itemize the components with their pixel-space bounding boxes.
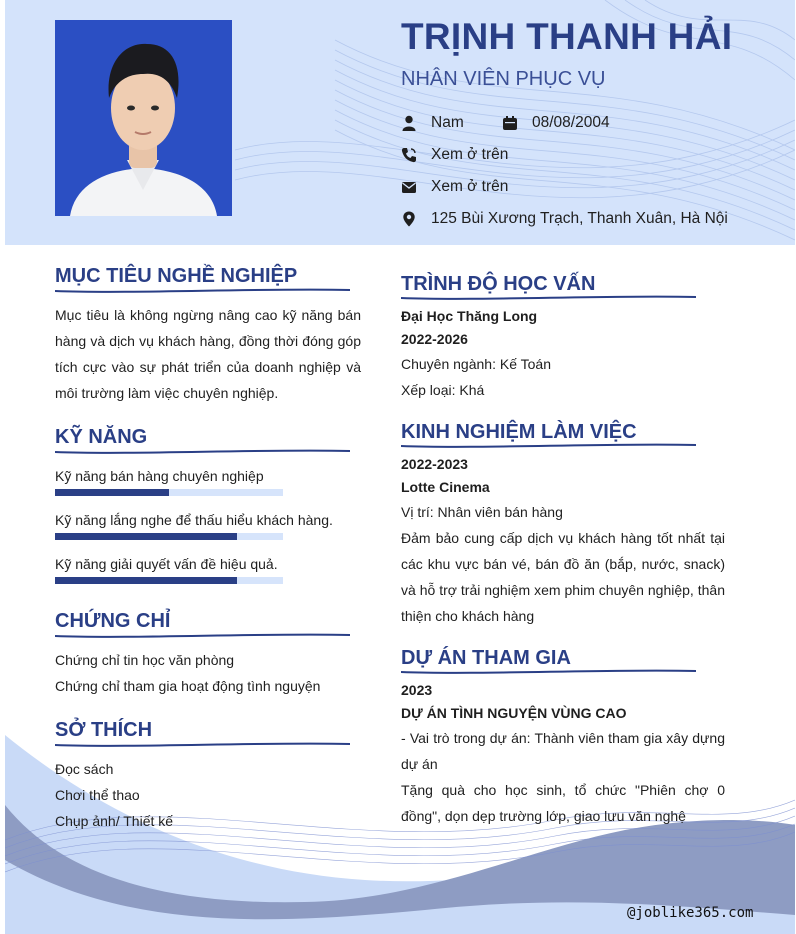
experience-title: KINH NGHIỆM LÀM VIỆC bbox=[401, 421, 637, 443]
candidate-name: TRỊNH THANH HẢI bbox=[401, 16, 733, 57]
education-title: TRÌNH ĐỘ HỌC VẤN bbox=[401, 273, 596, 295]
phone-value: Xem ở trên bbox=[431, 146, 509, 163]
watermark-text: @joblike365.com bbox=[627, 905, 754, 921]
address-row bbox=[401, 207, 728, 231]
experience-underline bbox=[401, 443, 696, 449]
experience-description: Đảm bảo cung cấp dịch vụ khách hàng tốt nhất tại các khu vực bán vé, bán đồ ăn (bắp, nước, snack) và hỗ trợ trải nghiệm xem phim chuyên nghiệp, thân thiện cho khách hàng bbox=[401, 530, 725, 624]
skills-title: KỸ NĂNG bbox=[55, 426, 148, 448]
education-underline bbox=[401, 295, 696, 301]
user-icon bbox=[401, 115, 417, 131]
address-value: 125 Bùi Xương Trạch, Thanh Xuân, Hà Nội bbox=[431, 210, 728, 227]
education-school: Đại Học Thăng Long bbox=[401, 308, 538, 324]
objective-title: MỤC TIÊU NGHỀ NGHIỆP bbox=[55, 265, 298, 287]
education-grade: Xếp loại: Khá bbox=[401, 382, 485, 398]
hobby-item: Chơi thể thao bbox=[55, 787, 140, 803]
skill-bar-fill bbox=[55, 489, 169, 496]
cv-page bbox=[5, 0, 795, 934]
job-title: NHÂN VIÊN PHỤC VỤ bbox=[401, 68, 606, 90]
certificates-underline bbox=[55, 633, 350, 639]
calendar-icon bbox=[502, 115, 518, 131]
experience-company: Lotte Cinema bbox=[401, 479, 490, 495]
project-description: Tặng quà cho học sinh, tổ chức "Phiên chợ 0 đồng", dọn dẹp trường lớp, giao lưu văn nghệ bbox=[401, 782, 725, 824]
skill-bar bbox=[55, 577, 283, 584]
certificates-title: CHỨNG CHỈ bbox=[55, 610, 171, 632]
skill-bar-fill bbox=[55, 533, 237, 540]
objective-text: Mục tiêu là không ngừng nâng cao kỹ năng bán hàng và dịch vụ khách hàng, đồng thời đóng góp tích cực vào sự phát triển của doanh nghiệp và môi trường làm việc chuyên nghiệp. bbox=[55, 307, 361, 401]
gender-value: Nam bbox=[431, 114, 464, 131]
project-year: 2023 bbox=[401, 682, 433, 698]
gender-row bbox=[401, 111, 464, 135]
hobby-item: Đọc sách bbox=[55, 761, 114, 777]
projects-underline bbox=[401, 669, 696, 675]
certificate-item: Chứng chỉ tham gia hoạt động tình nguyện bbox=[55, 678, 321, 694]
birthdate-row bbox=[502, 111, 610, 135]
skill-bar-fill bbox=[55, 577, 237, 584]
education-period: 2022-2026 bbox=[401, 331, 468, 347]
projects-title: DỰ ÁN THAM GIA bbox=[401, 647, 571, 669]
skills-underline bbox=[55, 449, 350, 455]
education-major: Chuyên ngành: Kế Toán bbox=[401, 356, 551, 372]
objective-underline bbox=[55, 288, 350, 294]
hobbies-underline bbox=[55, 742, 350, 748]
certificate-item: Chứng chỉ tin học văn phòng bbox=[55, 652, 235, 668]
skill-label: Kỹ năng bán hàng chuyên nghiệp bbox=[55, 468, 264, 484]
skill-label: Kỹ năng lắng nghe để thấu hiểu khách hàng. bbox=[55, 512, 333, 528]
hobbies-title: SỞ THÍCH bbox=[55, 719, 153, 741]
experience-period: 2022-2023 bbox=[401, 456, 468, 472]
skill-label: Kỹ năng giải quyết vấn đề hiệu quả. bbox=[55, 556, 278, 572]
email-value: Xem ở trên bbox=[431, 178, 509, 195]
skill-bar bbox=[55, 489, 283, 496]
email-row bbox=[401, 175, 508, 199]
location-icon bbox=[401, 211, 417, 227]
email-icon bbox=[401, 179, 417, 195]
profile-photo bbox=[55, 20, 232, 216]
experience-position: Vị trí: Nhân viên bán hàng bbox=[401, 504, 563, 520]
skill-bar bbox=[55, 533, 283, 540]
birthdate-value: 08/08/2004 bbox=[532, 114, 610, 131]
hobby-item: Chụp ảnh/ Thiết kế bbox=[55, 813, 174, 829]
phone-row bbox=[401, 143, 508, 167]
project-role: - Vai trò trong dự án: Thành viên tham gia xây dựng dự án bbox=[401, 730, 725, 772]
project-name: DỰ ÁN TÌNH NGUYỆN VÙNG CAO bbox=[401, 705, 627, 721]
phone-icon bbox=[401, 147, 417, 163]
